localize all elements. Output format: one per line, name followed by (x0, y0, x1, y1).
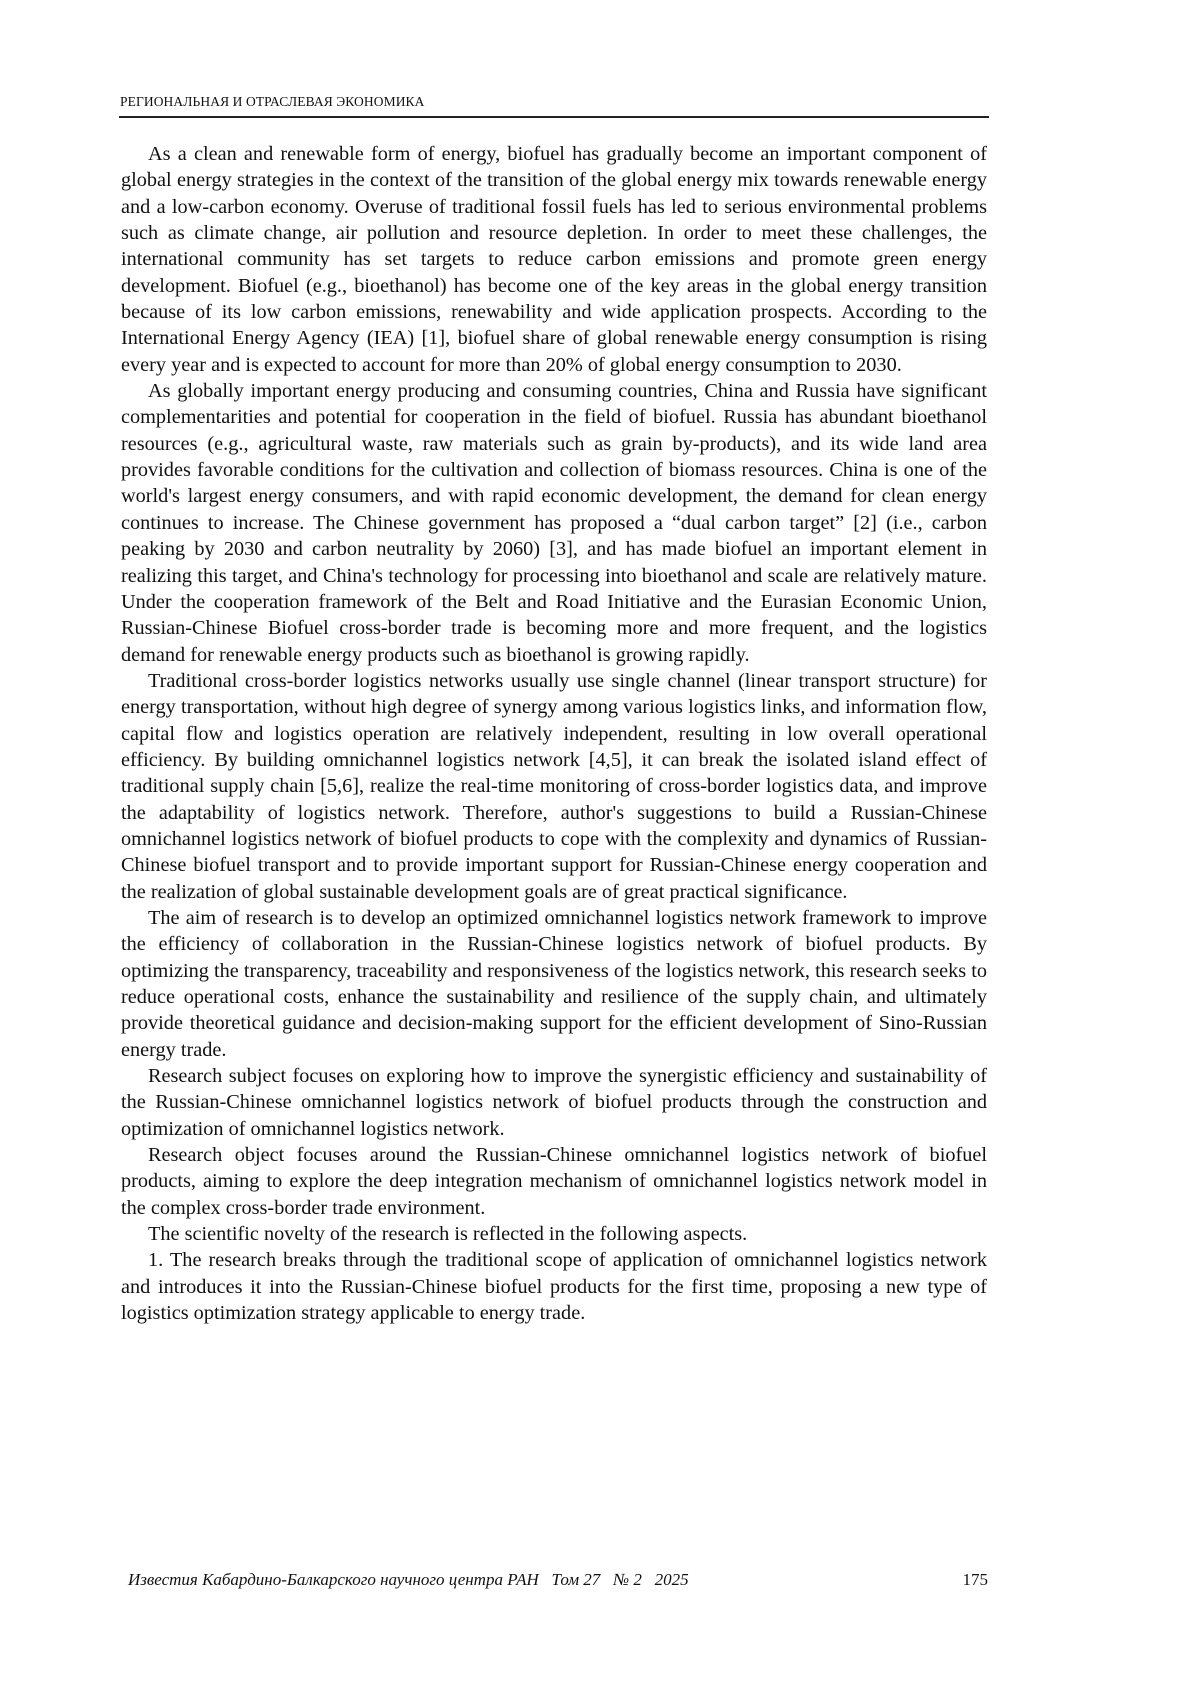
paragraph: Traditional cross-border logistics networks usually use single channel (linear transport structure) for energy transportation, without high degree of synergy among various logistics links, and information flow, capital flow and logistics operation are relatively independent, resulting in low overall operational efficiency. By building omnichannel logistics network [4,5], it can break the isolated island effect of traditional supply chain [5,6], realize the real-time monitoring of cross-border logistics data, and improve the adaptability of logistics network. Therefore, author's suggestions to build a Russian-Chinese omnichannel logistics network of biofuel products to cope with the complexity and dynamics of Russian-Chinese biofuel transport and to provide important support for Russian-Chinese energy cooperation and the realization of global sustainable development goals are of great practical significance. (121, 668, 987, 905)
running-header: РЕГИОНАЛЬНАЯ И ОТРАСЛЕВАЯ ЭКОНОМИКА (120, 94, 988, 110)
paragraph: Research object focuses around the Russian-Chinese omnichannel logistics network of biofuel products, aiming to explore the deep integration mechanism of omnichannel logistics network model in the complex cross-border trade environment. (121, 1142, 987, 1221)
paragraph: The scientific novelty of the research is reflected in the following aspects. (121, 1221, 987, 1247)
paragraph: 1. The research breaks through the traditional scope of application of omnichannel logistics network and introduces it into the Russian-Chinese biofuel products for the first time, proposing a new type of logistics optimization strategy applicable to energy trade. (121, 1247, 987, 1326)
paragraph: As a clean and renewable form of energy, biofuel has gradually become an important component of global energy strategies in the context of the transition of the global energy mix towards renewable energy and a low-carbon economy. Overuse of traditional fossil fuels has led to serious environmental problems such as climate change, air pollution and resource depletion. In order to meet these challenges, the international community has set targets to reduce carbon emissions and promote green energy development. Biofuel (e.g., bioethanol) has become one of the key areas in the global energy transition because of its low carbon emissions, renewability and wide application prospects. According to the International Energy Agency (IEA) [1], biofuel share of global renewable energy consumption is rising every year and is expected to account for more than 20% of global energy consumption to 2030. (121, 141, 987, 378)
journal-citation: Известия Кабардино-Балкарского научного центра РАН Том 27 № 2 2025 (128, 1570, 689, 1589)
article-body (121, 141, 987, 1326)
page-footer (128, 1570, 988, 1590)
paragraph: As globally important energy producing and consuming countries, China and Russia have significant complementarities and potential for cooperation in the field of biofuel. Russia has abundant bioethanol resources (e.g., agricultural waste, raw materials such as grain by-products), and its wide land area provides favorable conditions for the cultivation and collection of biomass resources. China is one of the world's largest energy consumers, and with rapid economic development, the demand for clean energy continues to increase. The Chinese government has proposed a “dual carbon target” [2] (i.e., carbon peaking by 2030 and carbon neutrality by 2060) [3], and has made biofuel an important element in realizing this target, and China's technology for processing into bioethanol and scale are relatively mature. Under the cooperation framework of the Belt and Road Initiative and the Eurasian Economic Union, Russian-Chinese Biofuel cross-border trade is becoming more and more frequent, and the logistics demand for renewable energy products such as bioethanol is growing rapidly. (121, 378, 987, 668)
paragraph: Research subject focuses on exploring how to improve the synergistic efficiency and sustainability of the Russian-Chinese omnichannel logistics network of biofuel products through the construction and optimization of omnichannel logistics network. (121, 1063, 987, 1142)
page-number: 175 (963, 1570, 989, 1590)
paragraph: The aim of research is to develop an optimized omnichannel logistics network framework to improve the efficiency of collaboration in the Russian-Chinese logistics network of biofuel products. By optimizing the transparency, traceability and responsiveness of the logistics network, this research seeks to reduce operational costs, enhance the sustainability and resilience of the supply chain, and ultimately provide theoretical guidance and decision-making support for the efficient development of Sino-Russian energy trade. (121, 905, 987, 1063)
header-divider (119, 116, 989, 118)
